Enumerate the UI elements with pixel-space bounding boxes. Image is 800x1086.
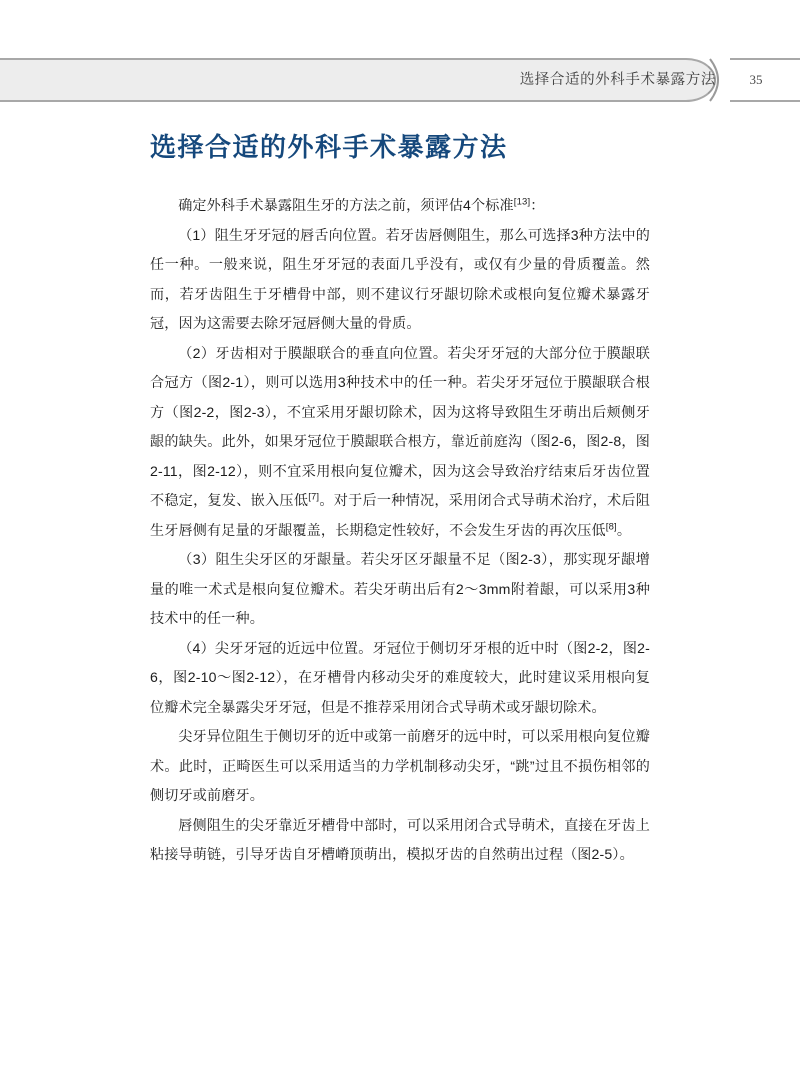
header-running-title: 选择合适的外科手术暴露方法 [519, 72, 716, 88]
citation-marker: [7] [308, 491, 320, 503]
page-content [150, 132, 650, 870]
running-header [0, 58, 800, 102]
paragraph-intro: 确定外科手术暴露阻生牙的方法之前，须评估4个标准[13]： [178, 196, 545, 214]
paragraph-criterion-2: （2）牙齿相对于膜龈联合的垂直向位置。若尖牙牙冠的大部分位于膜龈联合冠方（图2-1），则可以选用3种技术中的任一种。若尖牙牙冠位于膜龈联合根方（图2-2，图2-3），不宜采用牙龈切除术，因为这将导致阻生牙萌出后颊侧牙龈的缺失。此外，如果牙冠位于膜龈联合根方，靠近前庭沟（图2-6，图2-8，图2-11，图2-12），则不宜采用根向复位瓣术，因为这会导致治疗结束后牙齿位置不稳定，复发、嵌入压低[7]。对于后一种情况，采用闭合式导萌术治疗，术后阻生牙唇侧有足量的牙龈覆盖，长期稳定性较好，不会发生牙齿的再次压低[8]。 [150, 344, 650, 538]
paragraph-criterion-3: （3）阻生尖牙区的牙龈量。若尖牙区牙龈量不足（图2-3），那实现牙龈增量的唯一术式是根向复位瓣术。若尖牙萌出后有2～3mm附着龈，可以采用3种技术中的任一种。 [150, 551, 650, 627]
paragraph-closed-eruption: 唇侧阻生的尖牙靠近牙槽骨中部时，可以采用闭合式导萌术，直接在牙齿上粘接导萌链，引导牙齿自牙槽嵴顶萌出，模拟牙齿的自然萌出过程（图2-5）。 [150, 816, 650, 863]
page-number: 35 [749, 72, 763, 87]
citation-marker: [8] [605, 521, 617, 532]
header-chevron-icon [706, 58, 732, 102]
paragraph-criterion-4: （4）尖牙牙冠的近远中位置。牙冠位于侧切牙牙根的近中时（图2-2，图2-6，图2-10～图2-12），在牙槽骨内移动尖牙的难度较大，此时建议采用根向复位瓣术完全暴露尖牙牙冠，但是不推荐采用闭合式导萌术或牙龈切除术。 [150, 639, 650, 715]
chapter-title: 选择合适的外科手术暴露方法 [150, 133, 508, 162]
body-text-block [150, 191, 650, 870]
paragraph-ectopic-canine: 尖牙异位阻生于侧切牙的近中或第一前磨牙的远中时，可以采用根向复位瓣术。此时，正畸医生可以采用适当的力学机制移动尖牙，“跳”过且不损伤相邻的侧切牙或前磨牙。 [150, 728, 650, 804]
paragraph-criterion-1: （1）阻生牙牙冠的唇舌向位置。若牙齿唇侧阻生，那么可选择3种方法中的任一种。一般来说，阻生牙牙冠的表面几乎没有，或仅有少量的骨质覆盖。然而，若牙齿阻生于牙槽骨中部，则不建议行牙龈切除术或根向复位瓣术暴露牙冠，因为这需要去除牙冠唇侧大量的骨质。 [150, 226, 650, 332]
citation-marker: [13] [513, 196, 531, 208]
